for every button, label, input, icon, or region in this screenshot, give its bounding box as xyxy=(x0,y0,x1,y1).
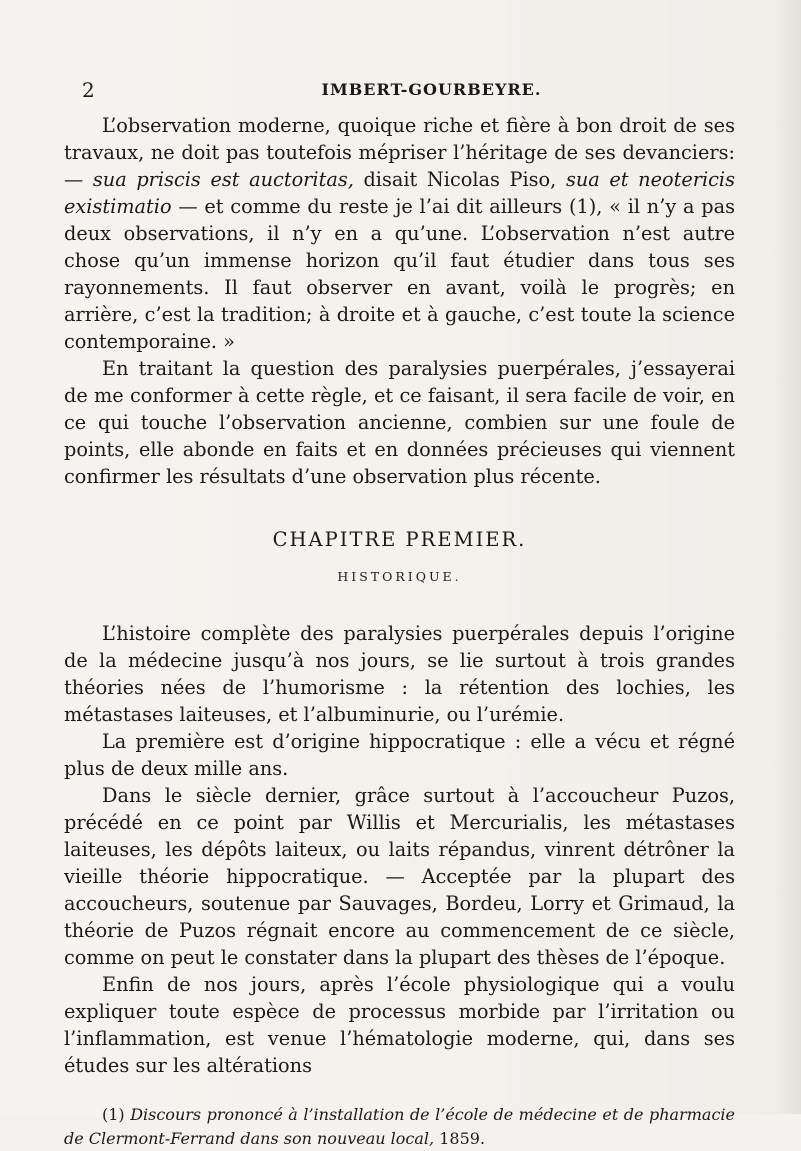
running-head xyxy=(64,78,735,112)
paragraph-modern: Enfin de nos jours, après l’école physiologique qui a voulu expliquer toute espèce de processus morbide par l’irritation ou l’inflammation, est venue l’hématologie moderne, qui, dans ses études sur les altérations xyxy=(64,973,735,1077)
chapter-title: CHAPITRE PREMIER. xyxy=(272,528,527,551)
paragraph-hippocratic: La première est d’origine hippocratique : elle a vécu et régné plus de deux mille ans. xyxy=(64,730,735,780)
page-edge-shadow xyxy=(775,0,801,1114)
main-text xyxy=(64,112,735,1079)
running-title: IMBERT-GOURBEYRE. xyxy=(321,80,542,99)
paragraph-puzos: Dans le siècle dernier, grâce surtout à l’accoucheur Puzos, précédé en ce point par Willis et Mercurialis, les métastases laiteuses, les dépôts laiteux, ou laits répandus, vinrent détrôner la vieille théorie hippocratique. — Acceptée par la plupart des accoucheurs, soutenue par Sauvages, Bordeu, Lorry et Grimaud, la théorie de Puzos régnait encore au commencement de ce siècle, comme on peut le constater dans la plupart des thèses de l’époque. xyxy=(64,784,735,969)
paragraph-intro-2: En traitant la question des paralysies puerpérales, j’essayerai de me conformer à cette règle, et ce faisant, il sera facile de voir, en ce qui touche l’observation ancienne, combien sur une foule de points, elle abonde en faits et en données précieuses qui viennent confirmer les résultats d’une observation plus récente. xyxy=(64,357,735,488)
section-title: HISTORIQUE. xyxy=(337,569,462,584)
paragraph-intro-1-part-c: — et comme du reste je l’ai dit ailleurs (1), « il n’y a pas deux observations, il n’y en a qu’une. L’observation n’est autre chose qu’un immense horizon qu’il faut étudier dans tous ses rayonnements. Il faut observer en avant, voilà le progrès; en arrière, c’est la tradition; à droite et à gauche, c’est toute la science contemporaine. » xyxy=(64,195,735,353)
footnote-marker: (1) xyxy=(102,1105,125,1124)
footnote xyxy=(64,1103,735,1151)
paragraph-intro-1-part-b: disait Nicolas Piso, xyxy=(353,168,566,191)
latin-quote-2: sua et neotericis existimatio xyxy=(64,168,735,218)
latin-quote-1: sua priscis est auctoritas, xyxy=(92,168,354,191)
paragraph-theories: L’histoire complète des paralysies puerpérales depuis l’origine de la médecine jusqu’à nos jours, se lie surtout à trois grandes théories nées de l’humorisme : la rétention des lochies, les métastases laiteuses, et l’albuminurie, ou l’urémie. xyxy=(64,622,735,726)
footnote-text: Discours prononcé à l’installation de l’école de médecine et de pharmacie de Clermont-Ferrand dans son nouveau local, xyxy=(64,1105,735,1148)
paragraph-intro-1-part-a: L’observation moderne, quoique riche et fière à bon droit de ses travaux, ne doit pas toutefois mépriser l’héritage de ses devanciers: — xyxy=(64,114,735,191)
footnote-year: 1859. xyxy=(439,1129,486,1148)
page-number: 2 xyxy=(82,78,95,102)
paragraph-intro-1 xyxy=(64,112,735,355)
